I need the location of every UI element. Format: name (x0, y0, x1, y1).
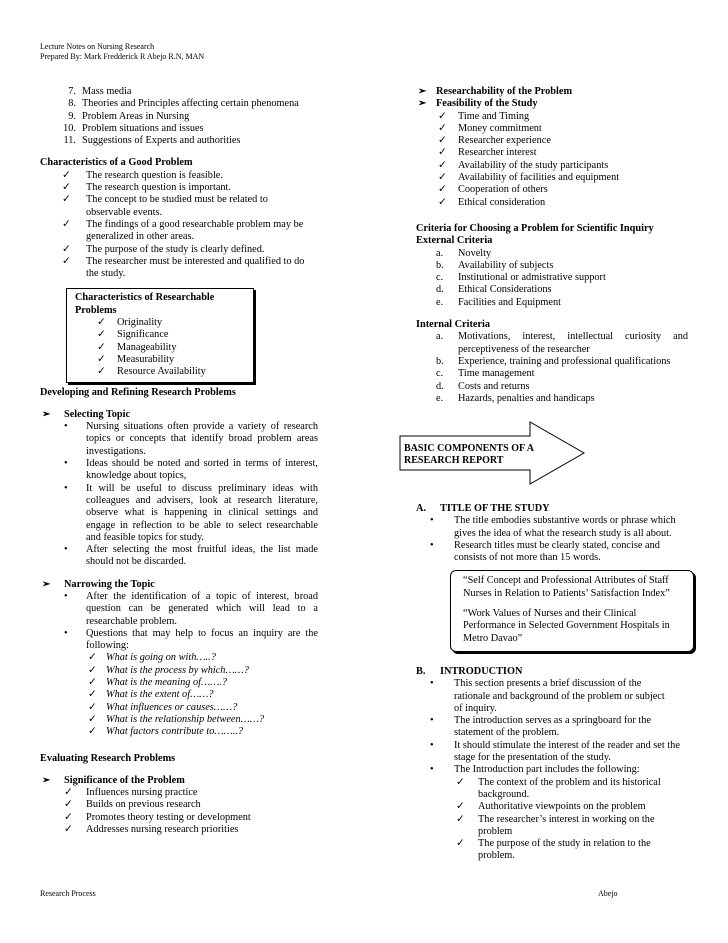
arrow-bullet-icon: ➢ (42, 774, 51, 786)
criteria-heading: Criteria for Choosing a Problem for Scientific Inquiry (416, 222, 654, 234)
list-item: ✓ Time and Timing (438, 110, 530, 122)
check-icon: ✓ (64, 824, 73, 836)
internal-criteria-heading: Internal Criteria (416, 319, 491, 331)
check-icon: ✓ (456, 813, 465, 825)
list-item: ✓ Builds on previous research (64, 799, 201, 811)
external-criteria-heading: External Criteria (416, 235, 493, 247)
list-item: e. Hazards, penalties and handicaps (436, 392, 595, 404)
list-item: ✓ Money commitment (438, 122, 542, 134)
bullet-icon: • (430, 715, 434, 727)
list-item: ✓ Promotes theory testing or development (64, 811, 251, 823)
question-item: ✓ What is going on with…..? (88, 652, 216, 664)
list-item: • Nursing situations often provide a variety of research topics or concepts that identify broad problem areas investigations. (64, 421, 318, 457)
check-icon: ✓ (88, 652, 97, 664)
check-icon: ✓ (88, 689, 97, 701)
list-item: 11. Suggestions of Experts and authorities (63, 135, 241, 147)
arrow-bullet-icon: ➢ (418, 98, 427, 110)
good-problem-list (40, 170, 318, 281)
header-line-2: Prepared By: Mark Fredderick R Abejo R.N, MAN (40, 52, 205, 61)
list-item: c. Institutional or admistrative support (436, 272, 606, 284)
check-icon: ✓ (62, 243, 71, 255)
check-icon: ✓ (438, 196, 447, 208)
check-icon: ✓ (438, 147, 447, 159)
question-item: ✓ What is the meaning of…….? (88, 677, 227, 689)
check-icon: ✓ (438, 184, 447, 196)
question-item: ✓ What is the relationship between……? (88, 713, 265, 725)
list-item: ✓ The researcher must be interested and qualified to do the study. (62, 255, 305, 280)
list-item: ✓ Significance (97, 329, 169, 341)
list-item: ✓ Availability of facilities and equipment (438, 172, 620, 184)
check-icon: ✓ (64, 811, 73, 823)
bullet-icon: • (430, 764, 434, 776)
list-item: d. Costs and returns (436, 380, 530, 392)
list-item: d. Ethical Considerations (436, 284, 552, 296)
list-item: ✓ The findings of a good researchable problem may be generalized in other areas. (62, 218, 304, 243)
arrow-text-2: RESEARCH REPORT (404, 455, 504, 466)
check-icon: ✓ (438, 135, 447, 147)
list-item: 9. Problem Areas in Nursing (68, 110, 190, 122)
list-item: • The introduction serves as a springboard for the statement of the problem. (430, 715, 652, 739)
check-icon: ✓ (62, 169, 71, 181)
list-item: • After the identification of a topic of interest, broad question can be generated which will lead to a researchable problem. (64, 590, 318, 627)
bullet-icon: • (64, 421, 68, 433)
good-problem-heading: Characteristics of a Good Problem (40, 157, 193, 169)
list-item: a. Motivations, interest, intellectual curiosity and perceptiveness of the researcher (436, 331, 688, 355)
bullet-icon: • (64, 590, 68, 602)
check-icon: ✓ (456, 776, 465, 788)
arrow-bullet-icon: ➢ (418, 86, 427, 97)
check-icon: ✓ (88, 677, 97, 689)
check-icon: ✓ (88, 726, 97, 738)
list-item: ✓ Resource Availability (97, 366, 206, 378)
feasibility-heading: ➢ Feasibility of the Study (418, 98, 538, 110)
bullet-icon: • (64, 627, 68, 639)
check-icon: ✓ (97, 366, 106, 378)
check-icon: ✓ (62, 194, 71, 206)
list-item: • Questions that may help to focus an inquiry are the following: (64, 627, 318, 652)
check-icon: ✓ (88, 713, 97, 725)
list-item: ✓ Cooperation of others (438, 184, 548, 196)
list-item: ✓ Availability of the study participants (438, 159, 609, 171)
list-item: • It will be useful to discuss preliminary ideas with colleagues and advisers, look at research literature, observe what is happening in clinical settings and engage in reflection to be able to select researchable and feasible topics for study. (64, 482, 318, 543)
list-item: ✓ Researcher experience (438, 135, 551, 147)
list-item: ✓ Manageability (97, 341, 177, 353)
footer-right: Abejo (598, 889, 618, 898)
title-example-1: “Self Concept and Professional Attributes of Staff Nurses in Relation to Patients’ Satisfaction Index” (463, 575, 670, 599)
numbered-list (54, 86, 318, 147)
check-icon: ✓ (64, 799, 73, 811)
bullet-icon: • (430, 539, 434, 551)
check-icon: ✓ (97, 329, 106, 341)
check-icon: ✓ (97, 317, 106, 329)
check-icon: ✓ (456, 801, 465, 813)
box-title-2: Problems (75, 304, 117, 316)
list-item: • Research titles must be clearly stated, concise and consists of not more than 15 words. (430, 539, 660, 564)
check-icon: ✓ (88, 701, 97, 713)
report-components (416, 503, 688, 863)
list-item: 7. Mass media (68, 86, 132, 97)
list-item: ✓ The purpose of the study in relation to the problem. (456, 838, 651, 862)
question-item: ✓ What influences or causes……? (88, 701, 238, 713)
list-item: ✓ The research question is important. (62, 182, 231, 194)
check-icon: ✓ (62, 255, 71, 267)
arrow-text-1: BASIC COMPONENTS OF A (404, 443, 534, 454)
list-item: ✓ The purpose of the study is clearly defined. (62, 243, 265, 255)
bullet-icon: • (430, 515, 434, 527)
check-icon: ✓ (64, 787, 73, 799)
significance-heading: ➢ Significance of the Problem (42, 774, 185, 786)
list-item: • The title embodies substantive words or phrase which gives the idea of what the research study is all about. (430, 515, 676, 539)
question-item: ✓ What is the process by which……? (88, 664, 249, 676)
list-item: 10. Problem situations and issues (63, 122, 204, 134)
title-examples-box (450, 570, 694, 651)
bullet-icon: • (430, 739, 434, 751)
arrow-bullet-icon: ➢ (42, 578, 51, 590)
list-item: • The Introduction part includes the following: (430, 764, 640, 776)
question-item: ✓ What factors contribute to……..? (88, 726, 244, 738)
list-item: • It should stimulate the interest of the reader and set the stage for the presentation of the study. (430, 739, 680, 764)
list-item: • This section presents a brief discussion of the rationale and background of the problem or subject of inquiry. (430, 678, 665, 714)
box-title: Characteristics of Researchable (75, 292, 215, 304)
developing-heading: Developing and Refining Research Problems (40, 386, 236, 398)
bullet-icon: • (64, 482, 68, 494)
list-item: ✓ The researcher’s interest in working on the problem (456, 813, 655, 837)
list-item: ✓ Researcher interest (438, 147, 537, 159)
list-item: e. Facilities and Equipment (436, 296, 561, 308)
list-item: ✓ Measurability (97, 353, 175, 365)
check-icon: ✓ (438, 172, 447, 184)
left-column (40, 86, 318, 836)
list-item: ✓ The concept to be studied must be related to observable events. (62, 194, 268, 218)
list-item: c. Time management (436, 368, 535, 380)
arrow-bullet-icon: ➢ (42, 408, 51, 420)
check-icon: ✓ (438, 110, 447, 122)
list-item: ✓ Originality (97, 317, 163, 329)
list-item: ✓ Influences nursing practice (64, 787, 198, 799)
list-item: 8. Theories and Principles affecting certain phenomena (68, 98, 299, 110)
footer-left: Research Process (40, 889, 96, 898)
researchability-heading: ➢ Researchability of the Problem (418, 86, 573, 97)
list-item: ✓ Authoritative viewpoints on the problem (456, 801, 646, 813)
bullet-icon: • (430, 678, 434, 690)
list-item: • Ideas should be noted and sorted in terms of interest, knowledge about topics, (64, 458, 318, 482)
components-arrow (398, 420, 588, 486)
header-line-1: Lecture Notes on Nursing Research (40, 42, 155, 51)
check-icon: ✓ (97, 341, 106, 353)
list-item: • After selecting the most fruitful ideas, the list made should not be discarded. (64, 544, 318, 568)
check-icon: ✓ (438, 122, 447, 134)
list-item: b. Experience, training and professional qualifications (436, 355, 671, 367)
bullet-icon: • (64, 458, 68, 470)
bullet-icon: • (64, 544, 68, 556)
check-icon: ✓ (62, 182, 71, 194)
section-b-heading: B. INTRODUCTION (416, 665, 523, 677)
list-item: ✓ Addresses nursing research priorities (64, 824, 239, 836)
check-icon: ✓ (456, 838, 465, 850)
researchable-characteristics-box (66, 288, 254, 382)
right-column (416, 86, 688, 405)
question-item: ✓ What is the extent of……? (88, 689, 214, 701)
check-icon: ✓ (88, 664, 97, 676)
title-example-2: “Work Values of Nurses and their Clinical Performance in Selected Government Hospitals in Metro Davao” (463, 608, 670, 644)
narrowing-topic-heading: ➢ Narrowing the Topic (42, 578, 155, 590)
list-item: a. Novelty (436, 247, 492, 259)
check-icon: ✓ (97, 353, 106, 365)
check-icon: ✓ (438, 159, 447, 171)
list-item: ✓ The context of the problem and its historical background. (456, 776, 661, 800)
list-item: b. Availability of subjects (436, 259, 554, 271)
selecting-topic-heading: ➢ Selecting Topic (42, 408, 131, 420)
check-icon: ✓ (62, 218, 71, 230)
list-item: ✓ Ethical consideration (438, 196, 546, 208)
list-item: ✓ The research question is feasible. (62, 169, 223, 181)
evaluating-heading: Evaluating Research Problems (40, 752, 176, 764)
section-a-heading: A. TITLE OF THE STUDY (416, 503, 550, 514)
